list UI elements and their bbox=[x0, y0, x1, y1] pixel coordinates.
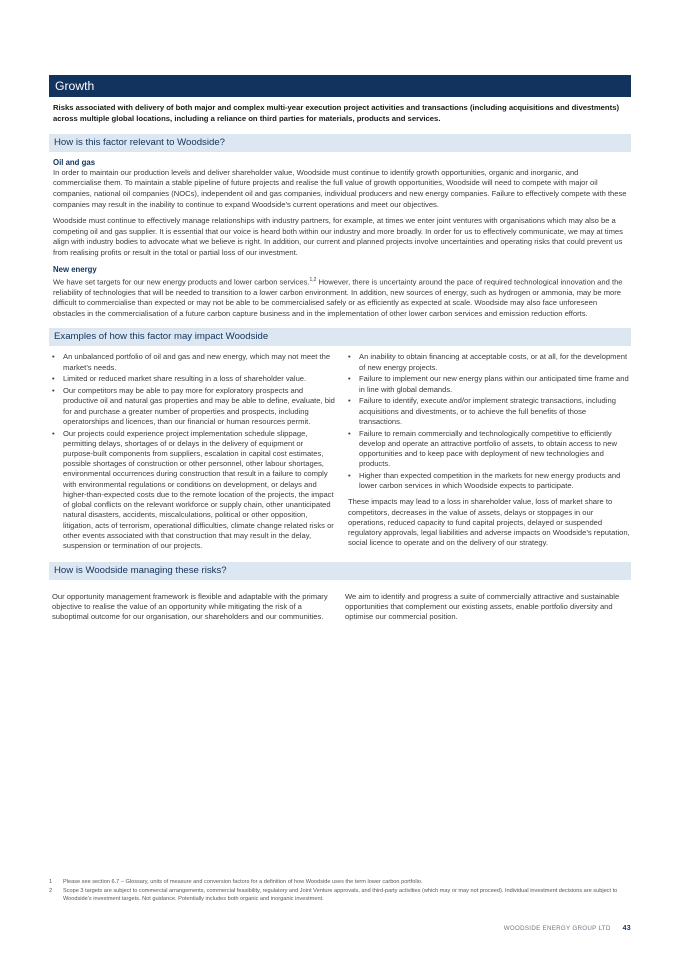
impact-item: • An inability to obtain financing at acceptable costs, or at all, for the development of new energy projects. bbox=[348, 352, 631, 372]
new-energy-text-a: We have set targets for our new energy products and lower carbon services. bbox=[53, 277, 310, 287]
managing-heading: How is Woodside managing these risks? bbox=[49, 562, 631, 580]
footer-company: WOODSIDE ENERGY GROUP LTD bbox=[503, 925, 611, 932]
footnote bbox=[49, 878, 631, 886]
page-content bbox=[49, 75, 631, 622]
footnote bbox=[49, 887, 631, 903]
footnote-text: Please see section 6.7 – Glossary, units of measure and conversion factors for a definition of how Woodside uses the term lower carbon portfolio. bbox=[63, 879, 423, 885]
managing-right: We aim to identify and progress a suite of commercially attractive and sustainable opportunities that complement our existing assets, enable portfolio diversity and optimise our commercial position. bbox=[345, 591, 620, 622]
oil-gas-paragraph-1: In order to maintain our production levels and deliver shareholder value, Woodside must continue to identify growth opportunities, organic and inorganic, and commercialise them. To maintain a stable pipeline of future projects and realise the full value of growth opportunities, Woodside will need to compete with major oil companies, national oil companies (NOCs), independent oil and gas companies, individual producers and new energy companies. Failure to effectively compete with these companies may result in the inability to continue to expand Woodside’s current operations and meet our objectives. bbox=[53, 167, 627, 209]
managing-left: Our opportunity management framework is flexible and adaptable with the primary objective to realise the value of an opportunity while mitigating the risk of a suboptimal outcome for our organisation, our shareholders and our communities. bbox=[52, 591, 328, 622]
footnote-number: 1 bbox=[49, 879, 53, 885]
impact-summary: These impacts may lead to a loss in shareholder value, loss of market share to competitors, decreases in the value of assets, delays or stoppages in our operations, reduced capacity to fund capital projects, delayed or suspended regulatory approvals, legal liabilities and adverse impacts on Woodside’s reputation, social licence to operate and on the delivery of our strategy. bbox=[348, 497, 630, 548]
page-footer bbox=[400, 925, 631, 932]
risk-summary: Risks associated with delivery of both major and complex multi-year execution project activities and transactions (including acquisitions and divestments) across multiple global locations, including a reliance on third parties for materials, products and services. bbox=[53, 103, 620, 124]
impact-item: • Our competitors may be able to pay more for exploratory prospects and productive oil and natural gas properties and may be able to define, evaluate, bid for and purchase a greater number of properties and prospects, including operatorships and licences, than our financial or human resources permit. bbox=[52, 386, 335, 427]
impact-right-column bbox=[345, 352, 631, 552]
impact-heading: Examples of how this factor may impact Woodside bbox=[49, 328, 631, 346]
section-banner: Growth bbox=[49, 75, 631, 97]
impact-item: • Limited or reduced market share resulting in a loss of shareholder value. bbox=[52, 374, 335, 384]
footnote-text: Scope 3 targets are subject to commercial arrangements, commercial feasibility, regulatory and Joint Venture approvals, and third-party activities (which may or may not proceed). Individual investment decisions are subject to Woodside’s investment targets. Not guidance. Potentially includes both organic and inorganic investment. bbox=[63, 888, 618, 902]
impact-item: • Higher than expected competition in the markets for new energy products and lower carbon services in which Woodside expects to participate. bbox=[348, 471, 631, 491]
impact-item: • Failure to remain commercially and technologically competitive to efficiently develop and operate an attractive portfolio of assets, to obtain access to new opportunities and to keep pace with deployment of new technologies and products. bbox=[348, 429, 631, 470]
impact-item: • An unbalanced portfolio of oil and gas and new energy, which may not meet the market’s needs. bbox=[52, 352, 335, 372]
impact-item: • Failure to implement our new energy plans within our anticipated time frame and in line with global demands. bbox=[348, 374, 631, 394]
oil-gas-paragraph-2: Woodside must continue to effectively manage relationships with industry partners, for example, at times we enter joint ventures with organisations which may also be a competing oil and gas supplier. It is essential that our voice is heard both within our industry and more broadly. In order for us to effectively communicate, we may at times align with industry bodies to advocate what we believe is right. In addition, our current and planned projects involve uncertainties and operating risks that could prevent us from realising profits or result in the total or partial loss of our investment. bbox=[53, 216, 623, 257]
new-energy-paragraph bbox=[53, 275, 627, 320]
impact-item: • Our projects could experience project implementation schedule slippage, permitting delays, shortages of or delays in the delivery of equipment or purpose-built components from suppliers, escalation in capital cost estimates, possible shortages of construction or other personnel, other labour shortages, environmental occurrences during construction that result in a failure to comply with environmental regulations or conditions on development, or delays and higher-than-expected costs due to the remote location of the projects, the impact of global conflicts on the relevant workforce or supply chain, other unanticipated natural disasters, accidents, miscalculations, political or other opposition, litigation, acts of terrorism, operational difficulties, climate change related risks or other events associated with that construction that may result in the delay, suspension or termination of our projects. bbox=[52, 429, 335, 551]
impact-item: • Failure to identify, execute and/or implement strategic transactions, including acquisitions and divestments, or to achieve the full benefits of those transactions. bbox=[348, 396, 631, 427]
footnote-ref: 1,2 bbox=[309, 276, 317, 283]
oil-gas-subheading: Oil and gas bbox=[53, 157, 96, 167]
impact-columns bbox=[49, 352, 631, 552]
relevance-heading: How is this factor relevant to Woodside? bbox=[49, 134, 631, 152]
page-number: 43 bbox=[622, 925, 631, 932]
managing-columns bbox=[49, 586, 631, 623]
impact-left-column bbox=[49, 352, 335, 552]
footnotes bbox=[49, 878, 631, 904]
new-energy-subheading: New energy bbox=[53, 264, 97, 274]
footnote-number: 2 bbox=[49, 888, 53, 894]
new-energy-text-b: However, there is uncertainty around the pace of required technological innovation and the reliability of technologies that will be needed to transition to a lower carbon environment. In addition, new sources of energy, such as hydrogen or ammonia, may be more difficult to commercialise than expected or may not be able to be commercialised safely or as efficiently as expected at scale. Woodside may also face unforeseen obstacles in the commercialisation of a future carbon capture business and in the implementation of other lower carbon services and emission reduction efforts. bbox=[53, 277, 623, 318]
